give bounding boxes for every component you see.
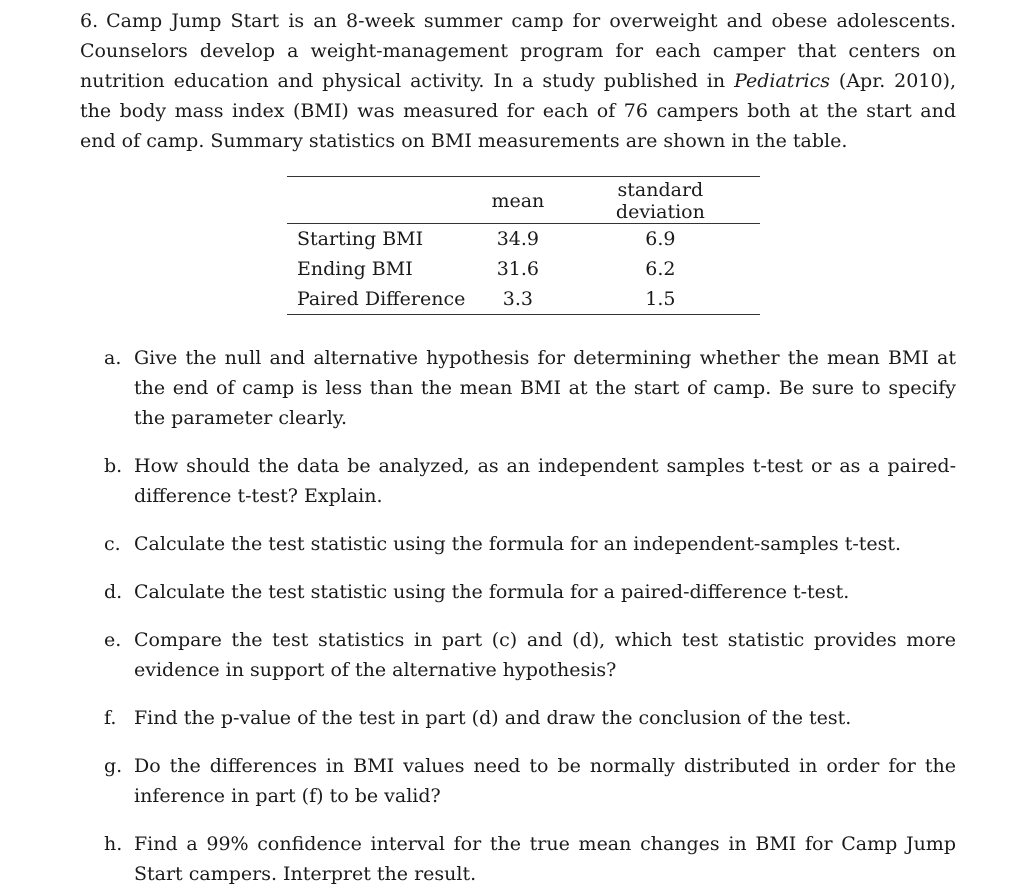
intro-text-1: Camp Jump Start is an 8-week summer camp for overweight and obese adolescents. Counselors develop a weight-management program for each camper that centers on nutrition education and physical activity. In a study published in bbox=[80, 10, 956, 92]
part-letter: f. bbox=[104, 707, 117, 729]
question-part-h bbox=[80, 829, 956, 889]
question-part-d bbox=[80, 577, 956, 607]
summary-statistics-table bbox=[287, 176, 760, 315]
row-mean: 34.9 bbox=[496, 228, 540, 250]
row-mean: 3.3 bbox=[475, 284, 560, 315]
part-text: Find a 99% confidence interval for the true mean changes in BMI for Camp Jump Start campers. Interpret the result. bbox=[134, 833, 956, 885]
intro-text-2: (Apr. 2010), the body mass index (BMI) was measured for each of 76 campers both at the start and end of camp. Summary statistics on BMI measurements are shown in the table. bbox=[80, 70, 956, 152]
table-row bbox=[287, 284, 760, 315]
part-letter: a. bbox=[104, 347, 122, 369]
question-part-b bbox=[80, 451, 956, 511]
part-letter: g. bbox=[104, 755, 123, 777]
question-part-g bbox=[80, 751, 956, 811]
row-sd: 1.5 bbox=[560, 284, 760, 315]
problem-number: 6. bbox=[80, 10, 99, 32]
row-sd: 6.2 bbox=[645, 258, 676, 280]
part-letter: c. bbox=[104, 533, 121, 555]
problem-intro bbox=[80, 6, 956, 156]
question-part-a bbox=[80, 343, 956, 433]
row-label: Starting BMI bbox=[297, 228, 424, 250]
part-text: Give the null and alternative hypothesis for determining whether the mean BMI at the end of camp is less than the mean BMI at the start of camp. Be sure to specify the parameter clearly. bbox=[134, 347, 956, 429]
part-text: Calculate the test statistic using the formula for a paired-difference t-test. bbox=[134, 581, 850, 603]
table-header-mean: mean bbox=[475, 177, 560, 224]
part-text: Find the p-value of the test in part (d) and draw the conclusion of the test. bbox=[134, 707, 852, 729]
part-text: Compare the test statistics in part (c) and (d), which test statistic provides more evidence in support of the alternative hypothesis? bbox=[134, 629, 956, 681]
journal-name: Pediatrics bbox=[734, 70, 830, 92]
row-label: Ending BMI bbox=[297, 258, 413, 280]
table-header-row bbox=[287, 177, 760, 224]
part-text: How should the data be analyzed, as an independent samples t-test or as a paired-difference t-test? Explain. bbox=[134, 455, 956, 507]
table-row bbox=[287, 254, 760, 284]
part-letter: e. bbox=[104, 629, 122, 651]
question-parts-list bbox=[80, 343, 956, 889]
part-letter: h. bbox=[104, 833, 123, 855]
part-text: Calculate the test statistic using the formula for an independent-samples t-test. bbox=[134, 533, 902, 555]
part-letter: d. bbox=[104, 581, 123, 603]
row-label: Paired Difference bbox=[287, 284, 475, 315]
row-mean: 31.6 bbox=[496, 258, 540, 280]
table-header-blank bbox=[287, 177, 475, 224]
row-sd: 6.9 bbox=[645, 228, 676, 250]
table-row bbox=[287, 224, 760, 255]
question-part-f bbox=[80, 703, 956, 733]
part-text: Do the differences in BMI values need to be normally distributed in order for the inference in part (f) to be valid? bbox=[134, 755, 956, 807]
part-letter: b. bbox=[104, 455, 123, 477]
question-part-c bbox=[80, 529, 956, 559]
table-header-sd: standard deviation bbox=[560, 177, 760, 224]
question-part-e bbox=[80, 625, 956, 685]
